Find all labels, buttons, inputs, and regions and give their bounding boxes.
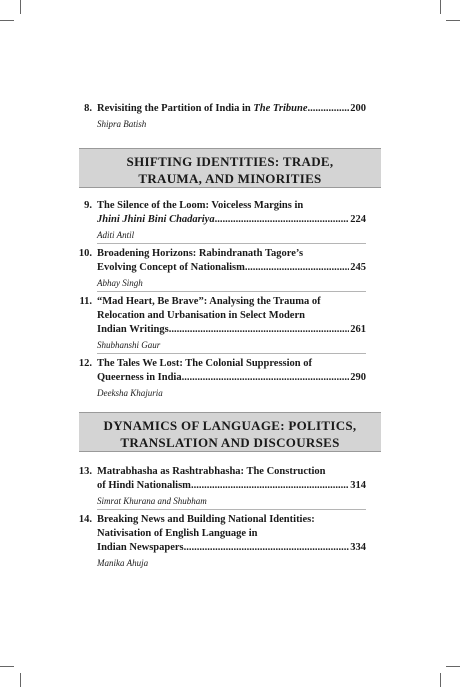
toc-entry: [78, 465, 366, 508]
entry-title: [97, 295, 366, 337]
entry-title-line: Broadening Horizons: Rabindranath Tagore’s: [97, 248, 304, 259]
entry-title-line: Queerness in India ..... 290: [97, 371, 366, 385]
entry-number: 12.: [78, 358, 92, 369]
entry-title: [97, 513, 366, 555]
entry-title-line: of Hindi Nationalism ..... 314: [97, 479, 366, 493]
entry-title-line: Relocation and Urbanisation in Select Modern: [97, 310, 305, 321]
entry-author: Manika Ahuja: [97, 558, 149, 568]
entry-title-line: Matrabhasha as Rashtrabhasha: The Construction: [97, 466, 326, 477]
crop-mark: [0, 20, 14, 21]
entry-title-line: Jhini Jhini Bini Chadariya ..... 224: [97, 213, 366, 227]
entry-author: Abhay Singh: [97, 278, 143, 288]
entry-number: 8.: [84, 103, 92, 114]
section-title-line2: TRAUMA, AND MINORITIES: [138, 171, 322, 186]
entry-divider: [97, 291, 366, 292]
entry-author: Aditi Antil: [97, 230, 135, 240]
entry-number: 9.: [84, 200, 92, 211]
toc-entry: [79, 295, 366, 352]
entry-title-line: Revisiting the Partition of India in The Tribune ..... 200: [97, 102, 366, 116]
entry-divider: [97, 509, 366, 510]
entry-author: Shubhanshi Gaur: [97, 340, 161, 350]
toc-entry: [84, 102, 366, 131]
page-number: 261: [350, 324, 366, 335]
crop-mark: [446, 20, 460, 21]
page-number: 224: [350, 214, 366, 225]
page-number: 314: [350, 480, 366, 491]
page-number: 290: [350, 372, 366, 383]
section-header: [79, 412, 381, 452]
entry-title-line: Breaking News and Building National Identities:: [97, 514, 315, 525]
entry-title-line: “Mad Heart, Be Brave”: Analysing the Trauma of: [97, 296, 321, 307]
entry-title-line: Nativisation of English Language in: [97, 528, 258, 539]
entry-author: Shipra Batish: [97, 119, 147, 129]
page-number: 200: [350, 103, 366, 114]
crop-mark: [440, 673, 441, 687]
entry-number: 14.: [78, 514, 92, 525]
entry-author: Deeksha Khajuria: [97, 388, 163, 398]
crop-mark: [20, 673, 21, 687]
toc-entry: [78, 357, 366, 400]
section-title-line1: DYNAMICS OF LANGUAGE: POLITICS,: [103, 418, 357, 433]
entry-title: [97, 102, 366, 116]
toc-entry: [78, 247, 366, 290]
entry-number: 10.: [78, 248, 92, 259]
entry-divider: [97, 243, 366, 244]
entry-title-line: Evolving Concept of Nationalism ..... 245: [97, 261, 366, 275]
entry-title-line: Indian Newspapers ..... 334: [97, 541, 366, 555]
crop-mark: [20, 0, 21, 14]
toc-entry: [84, 199, 366, 242]
page-number: 245: [350, 262, 366, 273]
entry-title: [97, 465, 366, 493]
page-number: 334: [350, 542, 366, 553]
section-header: [79, 148, 381, 188]
entry-title-line: The Tales We Lost: The Colonial Suppression of: [97, 358, 313, 369]
entry-title: [97, 357, 366, 385]
entry-title-line: Indian Writings ..... 261: [97, 323, 366, 337]
section-title-line1: SHIFTING IDENTITIES: TRADE,: [126, 154, 334, 169]
toc-entry: [78, 513, 366, 570]
crop-mark: [446, 666, 460, 667]
entry-title: [97, 247, 366, 275]
entry-title: [97, 199, 366, 227]
entry-divider: [97, 353, 366, 354]
section-title-line2: TRANSLATION AND DISCOURSES: [120, 435, 340, 450]
entry-number: 13.: [78, 466, 92, 477]
entry-number: 11.: [79, 296, 92, 307]
crop-mark: [440, 0, 441, 14]
entry-author: Simrat Khurana and Shubham: [97, 496, 207, 506]
crop-mark: [0, 666, 14, 667]
entry-title-line: The Silence of the Loom: Voiceless Margins in: [97, 200, 304, 211]
